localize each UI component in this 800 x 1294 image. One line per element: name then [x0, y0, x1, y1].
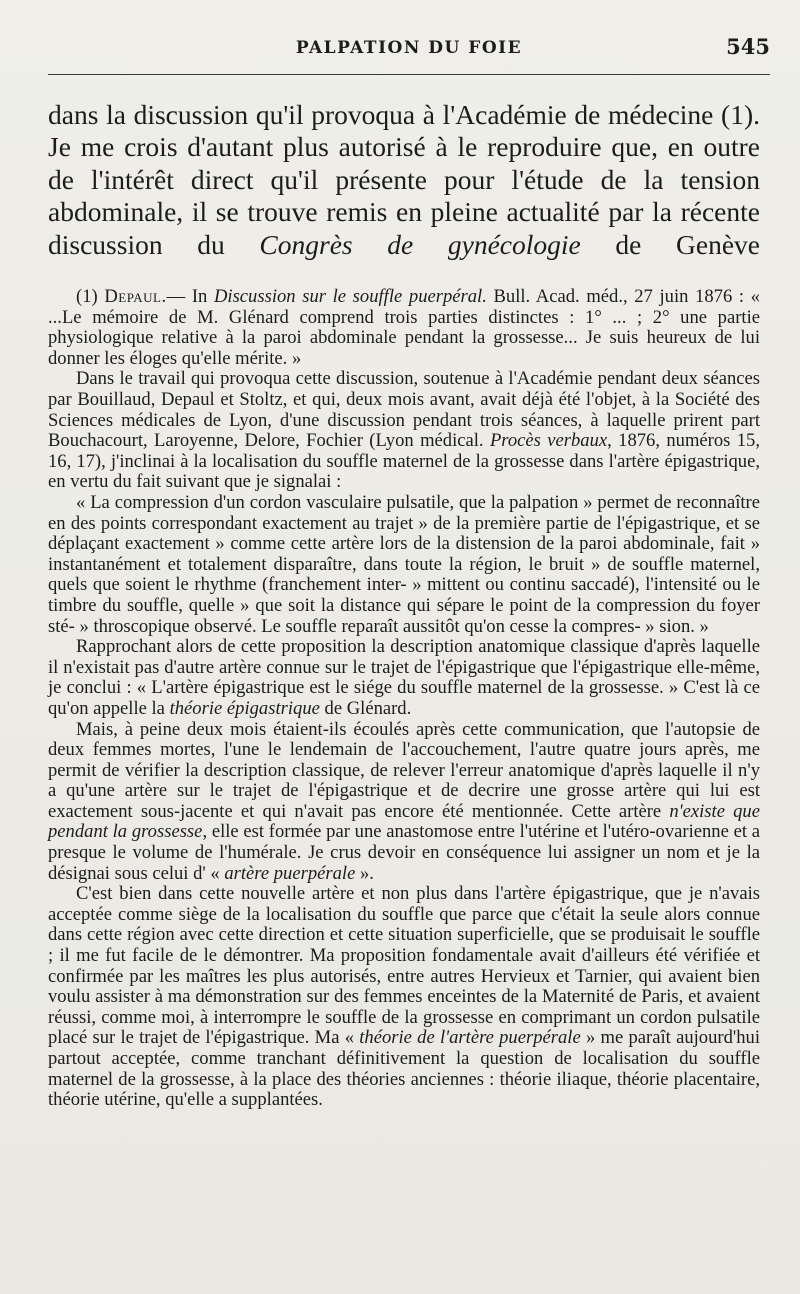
footnote-marker: (1) [76, 286, 105, 308]
paragraph-2-part-3: , 1876, numéros 15, 16, 17), j'inclinai à la localisation du souffle maternel de la grossesse dans l'artère épigastrique, en vertu du fait suivant que je signalai : [48, 430, 760, 493]
main-paragraph [48, 99, 760, 261]
paragraph-4-italic-2: artère puerpérale [224, 862, 356, 884]
paragraph-4-italic-1: n'existe que pendant la grossesse [48, 800, 760, 843]
paragraph-5-part-3: » me paraît aujourd'hui partout acceptée, comme tranchant définitivement la question de localisation du souffle maternel de la grossesse, à la place des théories anciennes : théorie iliaque, théorie placentaire, théorie utérine, qu'elle a supplantées. [48, 1027, 760, 1111]
page-header [48, 34, 770, 75]
paragraph-2 [48, 369, 760, 493]
paragraph-5-part-1: C'est bien dans cette nouvelle artère et non plus dans l'artère épigastrique, que je n'avais acceptée comme siège de la localisation du souffle que parce que c'était la seule alors connue dans cette région avec cette direction et cette situation superficielle, que se produisait le souffle ; il me fut facile de le démontrer. Ma proposition fondamentale avait d'ailleurs été vérifiée et confirmée par les maîtres les plus autorisés, entre autres Hervieux et Tarnier, qui avaient bien voulu assister à ma démonstration sur des femmes enceintes de la Maternité de Paris, et avaient réussi, comme moi, à interrompre le souffle de la grossesse en comprimant un cordon pulsatile placé sur le trajet de l'épigastrique. Ma « [48, 883, 760, 1049]
main-text-part-3: de Genève [580, 228, 761, 260]
running-title: PALPATION DU FOIE [295, 38, 523, 58]
notes-section [48, 287, 760, 1111]
paragraph-3-part-1: Rapprochant alors de cette proposition la description anatomique classique d'après laquelle il n'existait pas d'autre artère connue sur le trajet de l'épigastrique que l'épigastrique elle-même, je conclui : « L'artère épigastrique est le siége du souffle maternel de la grossesse. » C'est là ce qu'on appelle la [48, 636, 760, 719]
paragraph-4-part-1: Mais, à peine deux mois étaient-ils écoulés après cette communication, que l'autopsie de deux femmes mortes, l'une le lendemain de l'accouchement, l'autre quatre jours après, me permit de vérifier la description classique, de relever l'erreur anatomique d'après laquelle il n'y a qu'une artère sur le trajet de l'épigastrique et de decrire une grosse artère qui lui est exactement sous-jacente et qui n'avait pas encore été mentionnée. Cette artère [48, 718, 760, 822]
footnote-part-3: Bull. Acad. méd., 27 juin 1876 : « ...Le mémoire de M. Glénard comprend trois parties distinctes : 1° ... ; 2° une partie physiologique relative à la paroi abdominale pendant la grossesse... Je suis heureux de lui donner les éloges qu'elle mérite. » [48, 286, 760, 369]
main-text-part-1: dans la discussion qu'il provoqua à l'Académie de médecine (1). Je me crois d'autant plus autorisé à le reproduire que, en outre de l'intérêt direct qu'il présente pour l'étude de la tension abdominale, il se trouve remis en pleine actualité par la récente discussion du [48, 99, 760, 260]
paragraph-2-part-1: Dans le travail qui provoqua cette discussion, soutenue à l'Académie pendant deux séances par Bouillaud, Depaul et Stoltz, et qui, deux mois avant, avait déjà été l'objet, à la Société des Sciences médicales de Lyon, d'une discussion pendant trois séances, à laquelle prirent part Bouchacourt, Laroyenne, Delore, Fochier (Lyon médical. [48, 368, 760, 452]
main-text-italic: Congrès de gynécologie [259, 228, 581, 260]
paragraph-5-italic: théorie de l'artère puerpérale [359, 1027, 581, 1049]
paragraph-4-part-5: ». [355, 862, 374, 884]
paragraph-4 [48, 720, 760, 885]
footnote-author: Depaul. [104, 286, 167, 308]
paragraph-4-part-3: , elle est formée par une anastomose entre l'utérine et l'utéro-ovarienne et a presque le volume de l'humérale. Je crus devoir en conséquence lui assigner un nom et je la désignai sous celui d' « [48, 821, 760, 884]
paragraph-3-part-3: de Glénard. [319, 697, 412, 719]
paragraph-3 [48, 637, 760, 719]
quotation: « La compression d'un cordon vasculaire pulsatile, que la palpation » permet de reconnaître en des points correspondant exactement au trajet » de la première partie de l'épigastrique, et se déplaçant exactement » comme cette artère lors de la distension de la paroi abdominale, fait » instantanément et totalement disparaître, dans toute la région, le bruit » de souffle maternel, quels que soient le rhythme (franchement inter- » mittent ou continu saccadé), l'intensité ou le timbre du souffle, quelle » que soit la distance qui sépare le point de la compression du foyer sté- » throscopique observé. Le souffle reparaît aussitôt qu'on cesse la compres- » sion. » [48, 491, 760, 637]
paragraph-3-italic: théorie épigastrique [169, 697, 320, 719]
footnote-italic: Discussion sur le souffle puerpéral. [213, 286, 487, 308]
paragraph-5 [48, 884, 760, 1111]
footnote-part-1: — In [166, 286, 214, 308]
page-number: 545 [726, 34, 770, 59]
paragraph-2-italic: Procès verbaux [489, 430, 608, 452]
footnote-1 [48, 287, 760, 369]
